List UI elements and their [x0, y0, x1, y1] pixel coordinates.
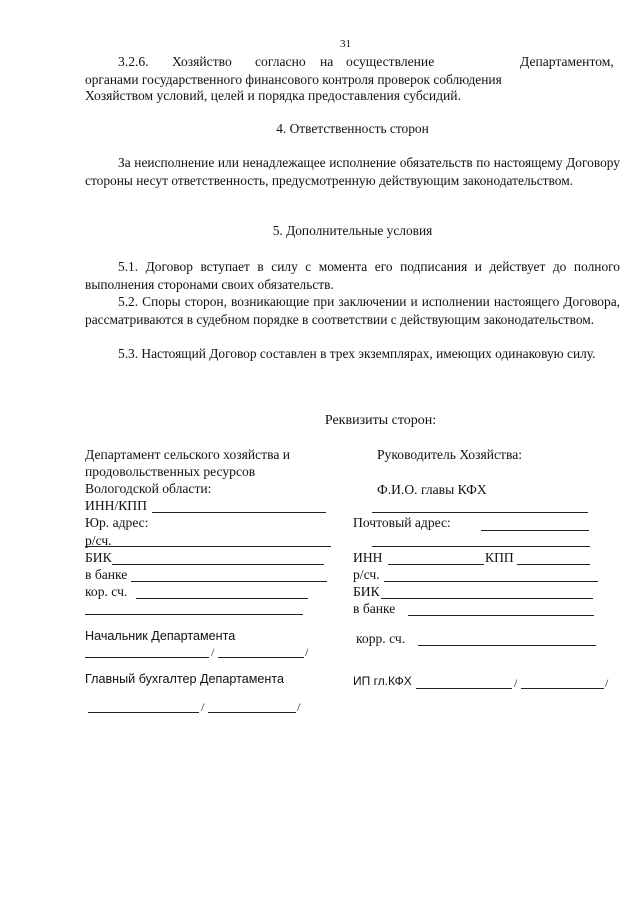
signature-slash: /: [305, 645, 309, 659]
kpp-label: КПП: [485, 550, 514, 565]
legal-address-label: Юр. адрес:: [85, 515, 149, 530]
section-4-heading: 4. Ответственность сторон: [276, 121, 429, 136]
account-label: р/сч.: [85, 533, 112, 548]
requisites-title: Реквизиты сторон:: [324, 413, 437, 428]
farm-bik-label: БИК: [353, 584, 380, 599]
farm-bank-field[interactable]: [408, 615, 594, 616]
org-name-line-3: Вологодской области:: [85, 481, 212, 496]
extra-field[interactable]: [85, 614, 303, 615]
ip-signature-label: ИП гл.КФХ: [353, 674, 412, 688]
signature-slash: /: [201, 700, 205, 714]
kpp-field[interactable]: [517, 564, 590, 565]
farm-account-label: р/сч.: [353, 567, 380, 582]
head-name-field[interactable]: [218, 657, 304, 658]
farm-corr-account-field[interactable]: [418, 645, 596, 646]
farm-corr-account-label: корр. сч.: [356, 631, 406, 646]
bank-label: в банке: [85, 567, 128, 582]
ip-signature-field[interactable]: [416, 688, 512, 689]
section-5-heading: 5. Дополнительные условия: [272, 223, 433, 238]
bank-field[interactable]: [131, 581, 327, 582]
corr-account-label: кор. сч.: [85, 584, 128, 599]
bik-field[interactable]: [112, 564, 324, 565]
farm-head-title: Руководитель Хозяйства:: [377, 447, 523, 462]
legal-address-field[interactable]: [85, 546, 331, 547]
inn-field[interactable]: [388, 564, 484, 565]
signature-slash: /: [605, 676, 609, 690]
postal-address-field-2[interactable]: [372, 546, 590, 547]
inn-label: ИНН: [353, 550, 383, 565]
signature-slash: /: [297, 700, 301, 714]
farm-account-field[interactable]: [384, 581, 598, 582]
section-5-p3: 5.3. Настоящий Договор составлен в трех экземплярах, имеющих одинаковую силу.: [118, 346, 596, 361]
farm-bik-field[interactable]: [381, 598, 593, 599]
org-name-line-1: Департамент сельского хозяйства и: [85, 447, 291, 462]
section-4-text: За неисполнение или ненадлежащее исполнение обязательств по настоящему Договору стороны несут ответственность, предусмотренную действующим законодательством.: [85, 155, 620, 188]
clause-word: Департаментом,: [520, 54, 614, 69]
corr-account-field[interactable]: [136, 598, 308, 599]
accountant-name-field[interactable]: [208, 712, 296, 713]
signature-slash: /: [211, 645, 215, 659]
clause-line-3: Хозяйством условий, целей и порядка предоставления субсидий.: [85, 88, 461, 103]
farm-bank-label: в банке: [353, 601, 396, 616]
page-number: 31: [340, 38, 351, 50]
fio-field[interactable]: [372, 512, 588, 513]
clause-word: согласно: [255, 54, 306, 69]
ip-name-field[interactable]: [521, 688, 604, 689]
inn-kpp-field[interactable]: [152, 512, 326, 513]
clause-line-2: органами государственного финансового контроля проверок соблюдения: [85, 72, 502, 87]
clause-word: осуществление: [346, 54, 435, 69]
section-5-p2: 5.2. Споры сторон, возникающие при заключении и исполнении настоящего Договора, рассматриваются в судебном порядке в соответствии с действующим законодательством.: [85, 294, 620, 327]
head-signature-field[interactable]: [85, 657, 209, 658]
clause-word: Хозяйство: [172, 54, 232, 69]
inn-kpp-label: ИНН/КПП: [85, 498, 147, 513]
accountant-signature-field[interactable]: [88, 712, 199, 713]
org-name-line-2: продовольственных ресурсов: [85, 464, 256, 479]
postal-address-field[interactable]: [481, 530, 589, 531]
section-5-p1: 5.1. Договор вступает в силу с момента его подписания и действует до полного выполнения сторонами своих обязательств.: [85, 259, 620, 292]
head-title: Начальник Департамента: [85, 629, 236, 643]
postal-address-label: Почтовый адрес:: [353, 515, 451, 530]
signature-slash: /: [514, 676, 518, 690]
clause-number: 3.2.6.: [118, 54, 149, 69]
accountant-title: Главный бухгалтер Департамента: [85, 672, 284, 686]
farm-head-fio: Ф.И.О. главы КФХ: [377, 482, 487, 497]
bik-label: БИК: [85, 550, 112, 565]
clause-word: на: [320, 54, 334, 69]
